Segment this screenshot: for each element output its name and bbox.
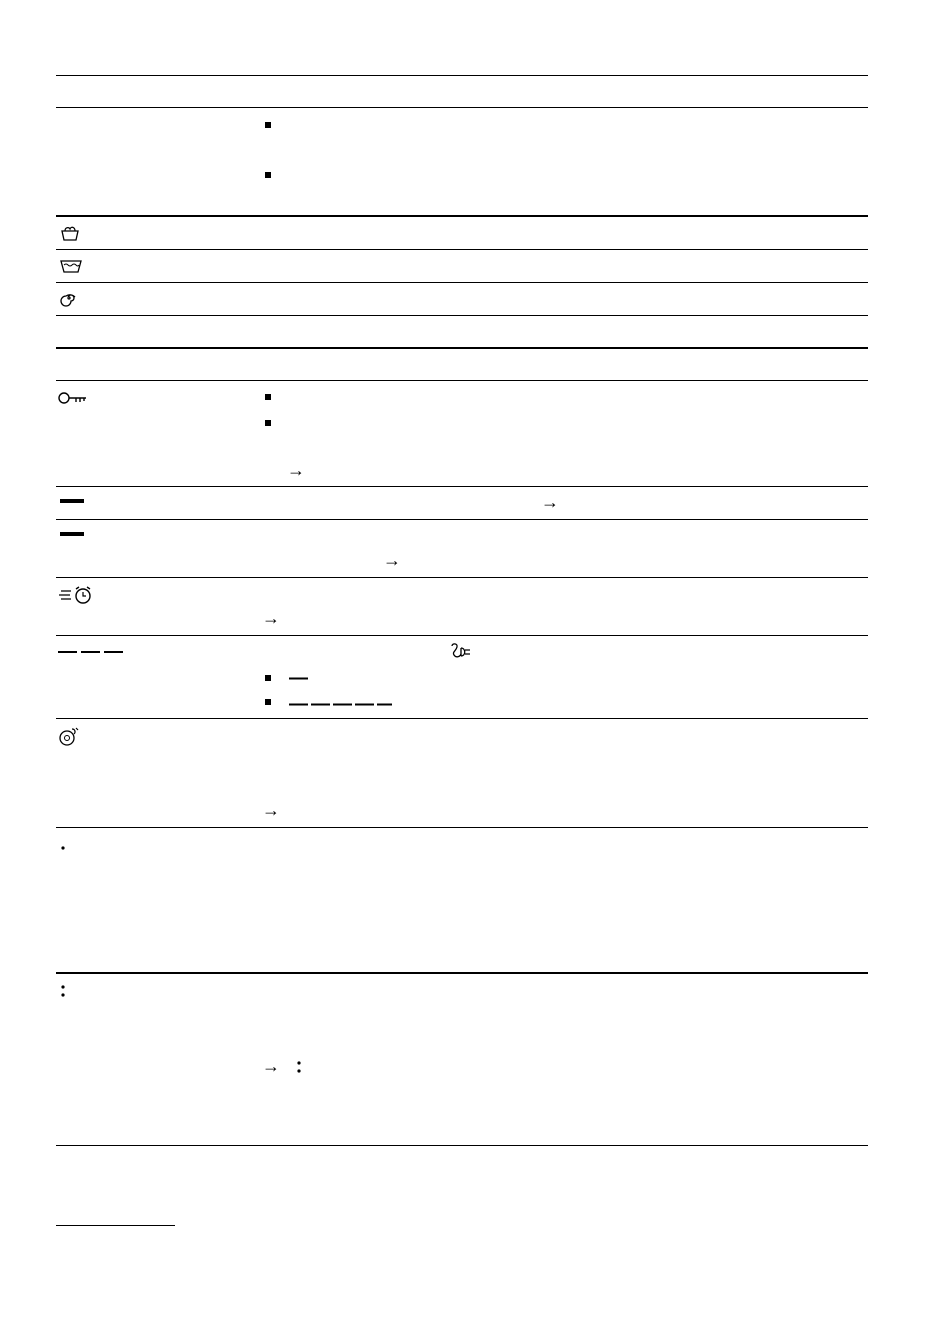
row-rule (56, 519, 868, 520)
dash-indicator-icon (60, 532, 84, 536)
single-dot-icon (61, 846, 65, 850)
row-rule (56, 380, 868, 381)
plug-icon (450, 642, 472, 660)
spin-icon (60, 289, 78, 307)
arrow-right-icon: → (383, 550, 401, 570)
list-bullet (265, 172, 271, 178)
colon-dots-icon (297, 1061, 301, 1073)
list-bullet (265, 394, 271, 400)
table-top-rule (56, 75, 868, 76)
section-rule (56, 972, 868, 974)
list-bullet (265, 420, 271, 426)
list-bullet (265, 699, 271, 705)
row-rule (56, 486, 868, 487)
list-bullet (265, 675, 271, 681)
triple-dash-icon (58, 650, 124, 654)
section-rule (56, 215, 868, 217)
single-dash-display (289, 677, 309, 680)
arrow-right-icon: → (262, 608, 280, 628)
five-dash-display (289, 703, 393, 706)
footnote-rule (56, 1225, 175, 1226)
section-rule (56, 347, 868, 349)
row-rule (56, 827, 868, 828)
row-rule (56, 577, 868, 578)
header-rule (56, 107, 868, 108)
row-rule (56, 718, 868, 719)
arrow-right-icon: → (541, 492, 559, 512)
row-rule (56, 315, 868, 316)
row-rule (56, 249, 868, 250)
arrow-right-icon: → (287, 460, 305, 480)
dash-indicator-icon (60, 499, 84, 503)
key-lock-icon (58, 391, 88, 405)
row-rule (56, 282, 868, 283)
arrow-right-icon: → (262, 1056, 280, 1076)
drum-clean-icon (58, 727, 80, 747)
list-bullet (265, 122, 271, 128)
colon-dots-icon (61, 985, 65, 997)
delay-timer-icon (58, 585, 94, 605)
table-bottom-rule (56, 1145, 868, 1146)
wash-basin-icon (60, 258, 82, 274)
row-rule (56, 635, 868, 636)
arrow-right-icon: → (262, 800, 280, 820)
pre-wash-basin-icon (60, 224, 80, 242)
